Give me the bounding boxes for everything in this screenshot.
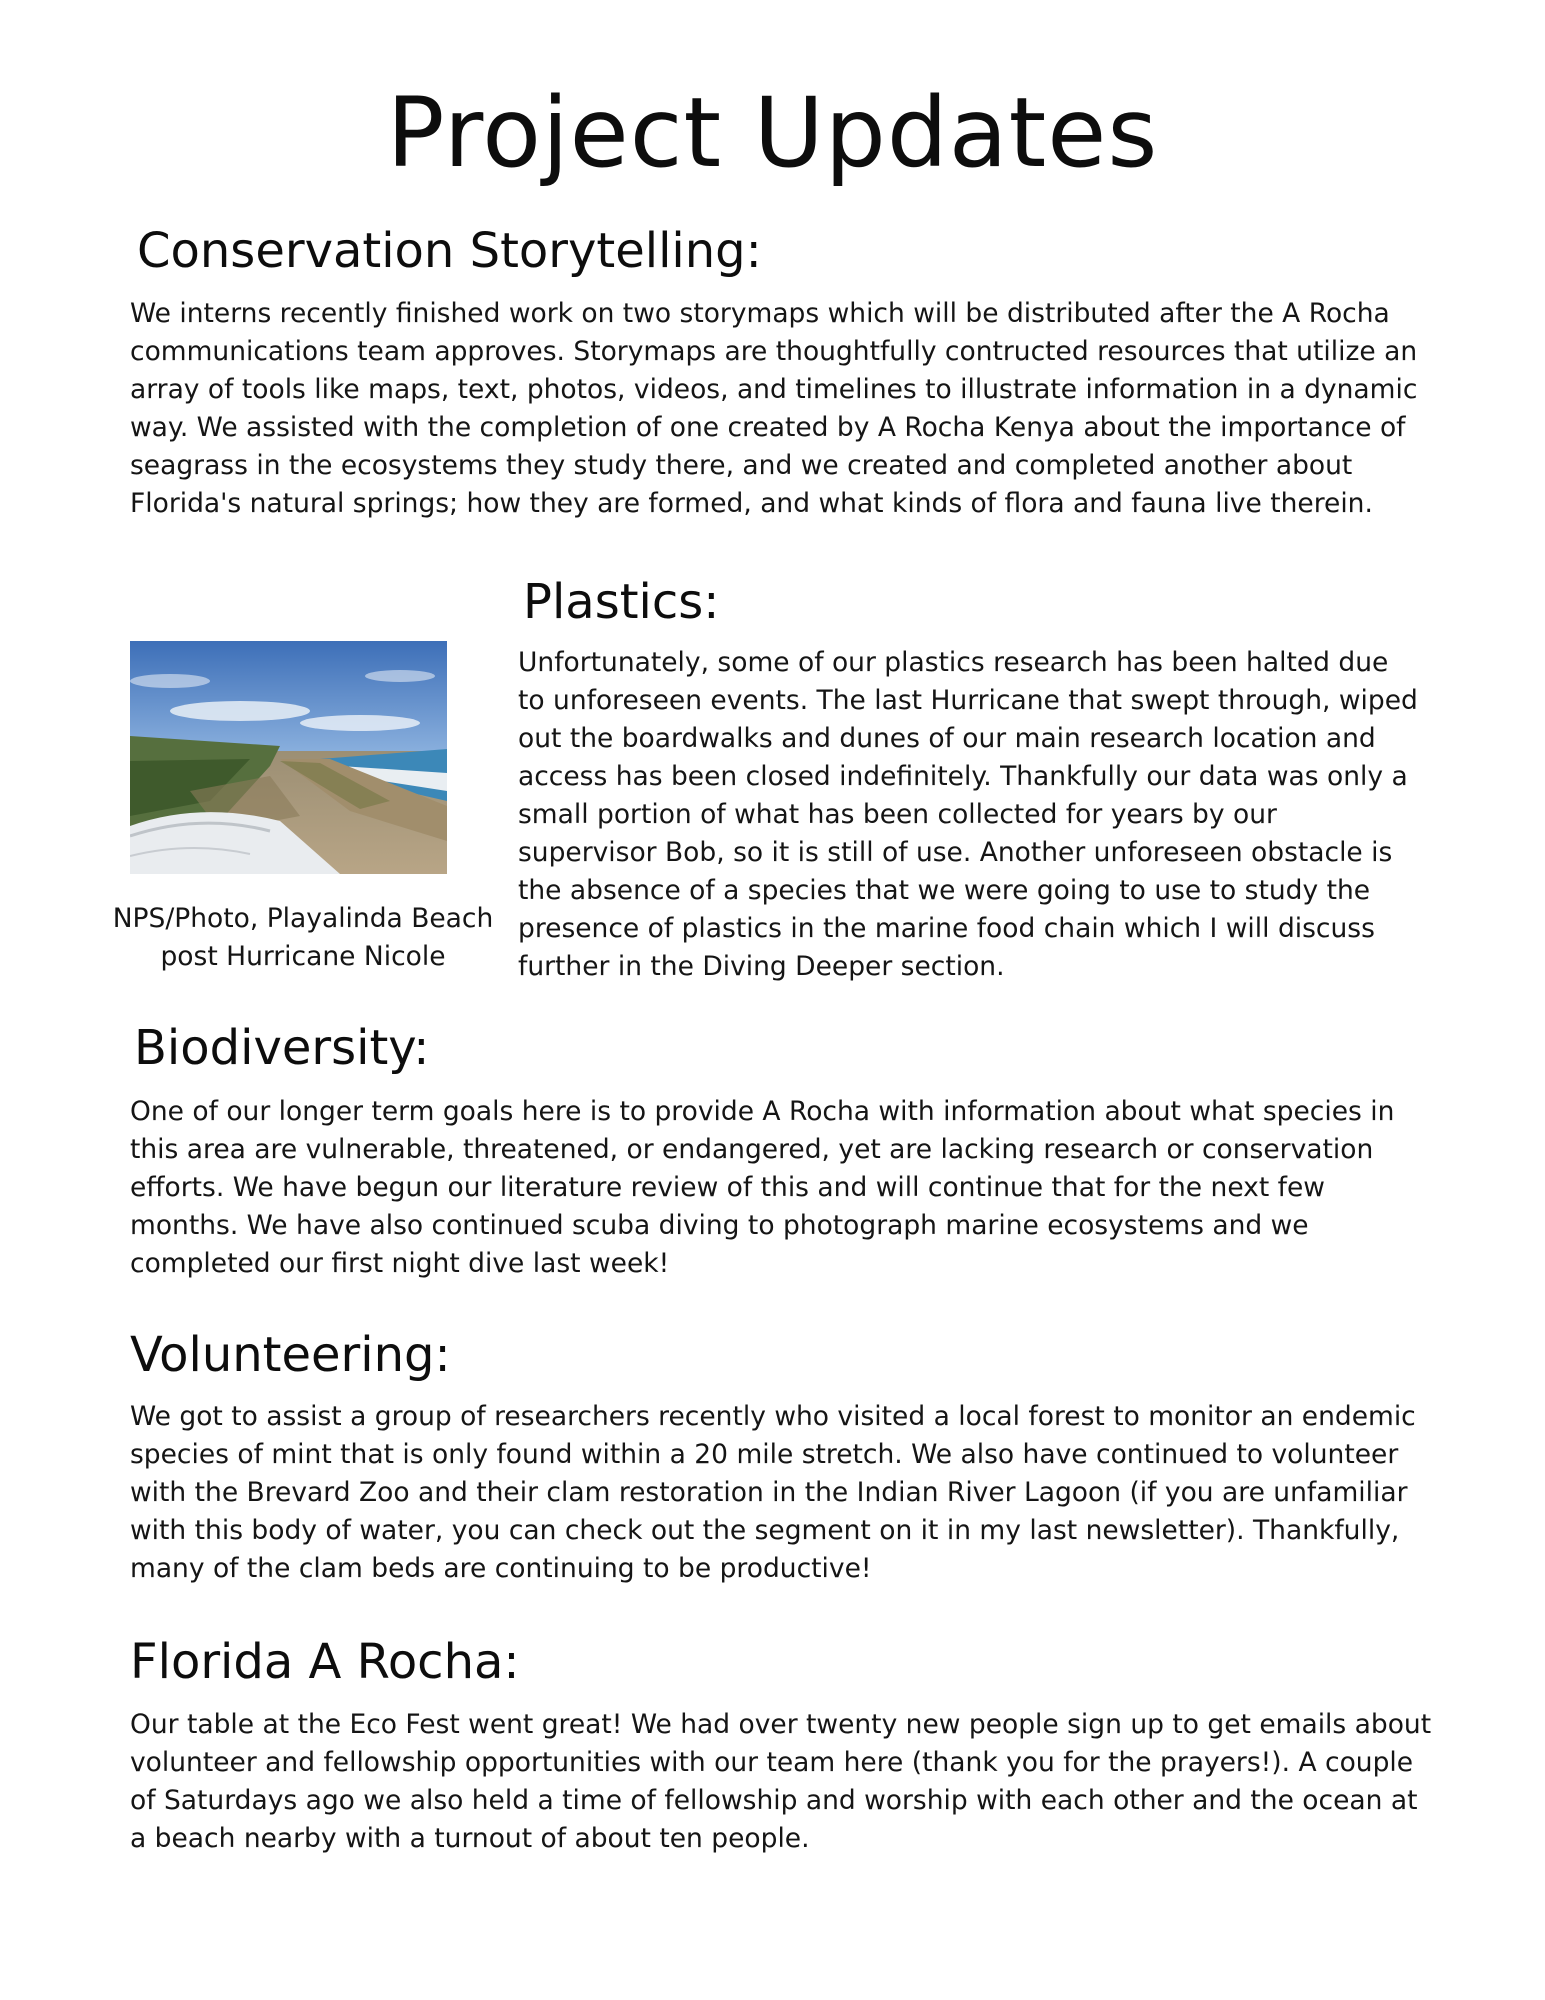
beach-photo bbox=[130, 641, 447, 874]
photo-caption: NPS/Photo, Playalinda Beach post Hurricane Nicole bbox=[112, 903, 494, 972]
florida-a-rocha-text: Our table at the Eco Fest went great! We had over twenty new people sign up to get emails about volunteer and fellowship opportunities with our team here (thank you for the prayers!). A couple of Saturdays ago we also held a time of fellowship and worship with each other and the ocean at a beach nearby with a turnout of about ten people. bbox=[130, 1709, 1432, 1854]
florida-a-rocha-heading: Florida A Rocha: bbox=[130, 1634, 520, 1690]
conservation-storytelling-text: We interns recently finished work on two storymaps which will be distributed after the A Rocha communications team approves. Storymaps are thoughtfully contructed resources that utilize an array of tools like maps, text, photos, videos, and timelines to illustrate information in a dynamic way. We assisted with the completion of one created by A Rocha Kenya about the importance of seagrass in the ecosystems they study there, and we created and completed another about Florida's natural springs; how they are formed, and what kinds of flora and fauna live therein. bbox=[130, 298, 1418, 519]
page-title: Project Updates bbox=[386, 77, 1159, 189]
conservation-storytelling-heading: Conservation Storytelling: bbox=[137, 223, 762, 279]
plastics-heading: Plastics: bbox=[523, 574, 720, 630]
volunteering-text: We got to assist a group of researchers recently who visited a local forest to monitor an endemic species of mint that is only found within a 20 mile stretch. We also have continued to volunteer with the Brevard Zoo and their clam restoration in the Indian River Lagoon (if you are unfamiliar with this body of water, you can check out the segment on it in my last newsletter). Thankfully, many of the clam beds are continuing to be productive! bbox=[130, 1401, 1416, 1584]
biodiversity-heading: Biodiversity: bbox=[134, 1020, 430, 1076]
biodiversity-text: One of our longer term goals here is to provide A Rocha with information about what species in this area are vulnerable, threatened, or endangered, yet are lacking research or conservation efforts. We have begun our literature review of this and will continue that for the next few months. We have also continued scuba diving to photograph marine ecosystems and we completed our first night dive last week! bbox=[130, 1096, 1395, 1279]
plastics-text: Unfortunately, some of our plastics research has been halted due to unforeseen events. The last Hurricane that swept through, wiped out the boardwalks and dunes of our main research location and access has been closed indefinitely. Thankfully our data was only a small portion of what has been collected for years by our supervisor Bob, so it is still of use. Another unforeseen obstacle is the absence of a species that we were going to use to study the presence of plastics in the marine food chain which I will discuss further in the Diving Deeper section. bbox=[518, 647, 1418, 982]
volunteering-heading: Volunteering: bbox=[130, 1327, 451, 1383]
